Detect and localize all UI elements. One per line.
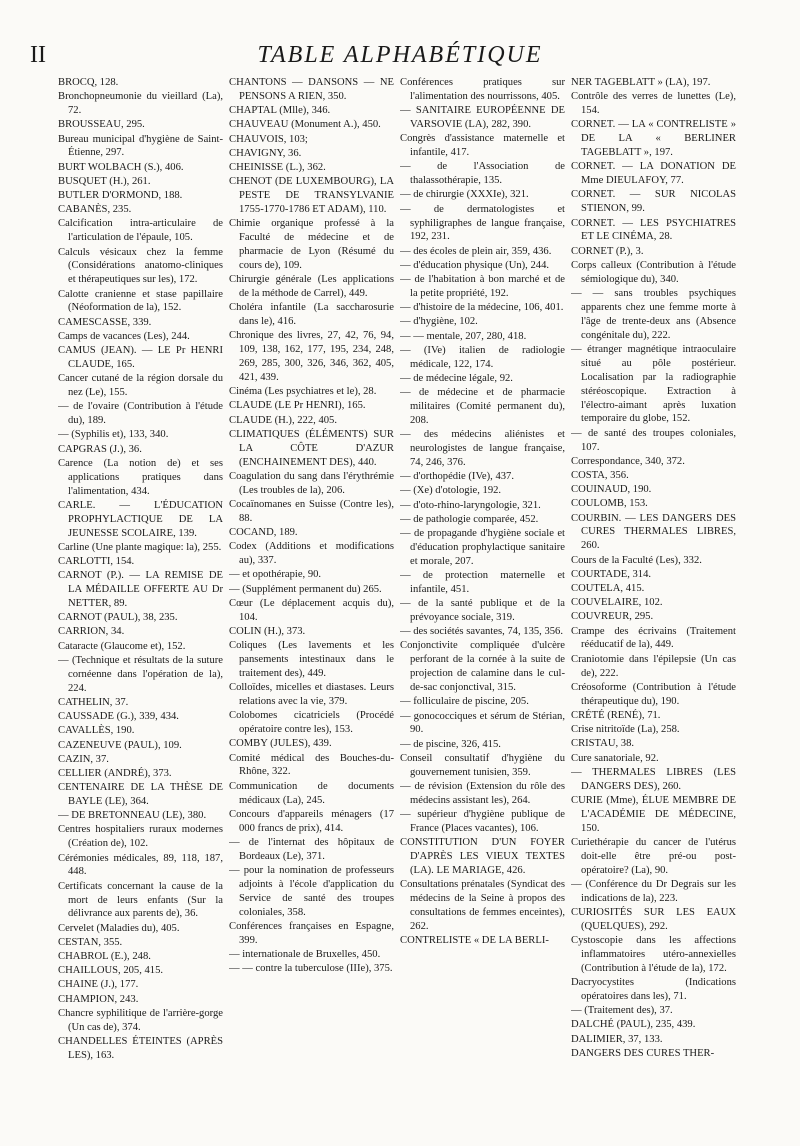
index-entry: DALCHÉ (PAUL), 235, 439.	[571, 1019, 696, 1031]
index-entry: CRISTAU, 38.	[571, 738, 635, 750]
index-entry: BUSQUET (H.), 261.	[58, 175, 151, 187]
index-entry: — de propagande d'hygiène sociale et d'éducation prophylactique sanitaire et morale, 207.	[400, 527, 565, 567]
index-entry: Cervelet (Maladies du), 405.	[58, 922, 180, 934]
index-entry: CURIE (Mme), ÉLUE MEMBRE DE L'ACADÉMIE DE MÉDECINE, 150.	[571, 794, 736, 834]
index-entry: CLAUDE (LE Pr HENRI), 165.	[229, 400, 366, 412]
index-entry: CELLIER (ANDRÉ), 373.	[58, 767, 172, 779]
index-entry: Cinéma (Les psychiatres et le), 28.	[229, 386, 377, 398]
index-entry: COUINAUD, 190.	[571, 484, 652, 496]
index-entry: COLIN (H.), 373.	[229, 625, 306, 637]
index-entry: — de l'ovaire (Contribution à l'étude du), 189.	[58, 401, 223, 427]
index-entry: CHENOT (DE LUXEMBOURG), LA PESTE DE TRANSYLVANIE 1755-1770-1786 ET ADAM), 110.	[229, 176, 394, 215]
index-entry: — de protection maternelle et infantile, 451.	[400, 569, 565, 595]
index-entry: COMBY (JULES), 439.	[229, 738, 332, 750]
index-entry: CAUSSADE (G.), 339, 434.	[58, 711, 179, 723]
index-entry: Colobomes cicatriciels (Procédé opératoire contre les), 153.	[229, 710, 394, 736]
index-entry: COUVELAIRE, 102.	[571, 597, 663, 609]
index-entry: CHAILLOUS, 205, 415.	[58, 965, 164, 977]
index-entry: — (Technique et résultats de la suture cornéenne dans l'opération de la), 224.	[58, 654, 223, 694]
index-entry: CAMUS (JEAN). — LE Pr HENRI CLAUDE, 165.	[58, 345, 223, 370]
index-entry: Conférences françaises en Espagne, 399.	[229, 920, 394, 946]
index-entry: CHANTONS — DANSONS — NE PENSONS A RIEN, 350.	[229, 77, 394, 102]
index-entry: CHAINE (J.), 177.	[58, 979, 139, 991]
index-entry: Crise nitritoïde (La), 258.	[571, 724, 680, 736]
index-entry: — d'hygiène, 102.	[400, 316, 478, 328]
index-entry: Congrès d'assistance maternelle et infantile, 417.	[400, 133, 565, 159]
index-entry: Cataracte (Glaucome et), 152.	[58, 640, 186, 652]
index-entry: CHAMPION, 243.	[58, 993, 139, 1005]
index-columns	[58, 76, 736, 1132]
index-entry: Cérémonies médicales, 89, 118, 187, 448.	[58, 852, 223, 878]
index-column-1	[58, 76, 223, 1132]
index-entry: CARNOT (PAUL), 38, 235.	[58, 612, 178, 624]
index-entry: Cure sanatoriale, 92.	[571, 752, 659, 764]
index-entry: Coagulation du sang dans l'érythrémie (Les troubles de la), 206.	[229, 470, 394, 496]
index-entry: — supérieur d'hygiène publique de France (Places vacantes), 106.	[400, 809, 565, 834]
index-entry: CAPGRAS (J.), 36.	[58, 443, 142, 455]
index-entry: — de l'internat des hôpitaux de Bordeaux (Le), 371.	[229, 836, 394, 862]
index-entry: — THERMALES LIBRES (LES DANGERS DES), 260.	[571, 766, 736, 792]
index-entry: — de dermatologistes et syphiligraphes de langue française, 192, 231.	[400, 203, 565, 243]
index-entry: Cours de la Faculté (Les), 332.	[571, 554, 702, 566]
index-entry: Colloïdes, micelles et diastases. Leurs relations avec la vie, 379.	[229, 682, 394, 707]
index-entry: CLAUDE (H.), 222, 405.	[229, 414, 337, 426]
index-entry: Chronique des livres, 27, 42, 76, 94, 109, 138, 162, 177, 195, 234, 248, 269, 285, 300, 326, 346, 362, 405, 421, 439.	[229, 330, 394, 383]
page-title: TABLE ALPHABÉTIQUE	[257, 42, 543, 68]
index-entry: CARLOTTI, 154.	[58, 556, 135, 568]
index-entry: Comité médical des Bouches-du-Rhône, 322.	[229, 752, 394, 778]
index-entry: CATHELIN, 37.	[58, 696, 129, 708]
index-entry: BROUSSEAU, 295.	[58, 119, 145, 131]
index-entry: BROCQ, 128.	[58, 77, 119, 88]
index-entry: CHEINISSE (L.), 362.	[229, 161, 326, 173]
index-entry: COUVREUR, 295.	[571, 611, 654, 623]
index-entry: — des écoles de plein air, 359, 436.	[400, 245, 552, 257]
index-entry: Conjonctivite compliquée d'ulcère perforant de la cornée à la suite de projection de calamine dans le cul-de-sac conjonctival, 315.	[400, 640, 565, 694]
index-entry: COURBIN. — LES DANGERS DES CURES THERMALES LIBRES, 260.	[571, 512, 736, 552]
index-entry: Correspondance, 340, 372.	[571, 455, 685, 467]
index-column-3	[400, 76, 565, 1132]
index-entry: — de médecine légale, 92.	[400, 372, 513, 384]
index-entry: CAMESCASSE, 339.	[58, 316, 152, 328]
index-entry: — d'histoire de la médecine, 106, 401.	[400, 302, 564, 314]
page-number: II	[30, 42, 46, 68]
index-entry: — et opothérapie, 90.	[229, 569, 322, 581]
index-entry: CONSTITUTION D'UN FOYER D'APRÈS LES VIEUX TEXTES (LA). LE MARIAGE, 426.	[400, 837, 565, 876]
index-column-2	[229, 76, 394, 1132]
index-entry: — de l'Association de thalassothérapie, 135.	[400, 161, 565, 187]
index-entry: Coliques (Les lavements et les pansements intestinaux dans le traitement des), 449.	[229, 640, 394, 679]
index-entry: — d'éducation physique (Un), 244.	[400, 259, 550, 271]
index-entry: DANGERS DES CURES THER-	[571, 1047, 715, 1059]
index-entry: — pour la nomination de professeurs adjoints à l'école d'application du Service de santé des troupes coloniales, 358.	[229, 864, 394, 918]
index-entry: — gonococciques et sérum de Stérian, 90.	[400, 710, 565, 736]
index-entry: CRÉTÉ (RENÉ), 71.	[571, 709, 661, 721]
index-entry: — d'oto-rhino-laryngologie, 321.	[400, 499, 541, 511]
index-entry: Chirurgie générale (Les applications de la méthode de Carrel), 449.	[229, 274, 394, 299]
index-entry: BUTLER D'ORMOND, 188.	[58, 190, 183, 202]
index-entry: CAVALLÈS, 190.	[58, 725, 135, 737]
index-entry: CORNET. — LA DONATION DE Mme DIEULAFOY, 77.	[571, 161, 736, 187]
index-entry: — des médecins aliénistes et neurologistes de langue française, 74, 246, 376.	[400, 429, 565, 468]
index-entry: Camps de vacances (Les), 244.	[58, 330, 190, 342]
index-entry: COULOMB, 153.	[571, 498, 648, 510]
index-entry: CONTRELISTE « DE LA BERLI-	[400, 935, 549, 947]
index-entry: CESTAN, 355.	[58, 936, 123, 948]
index-entry: Crampe des écrivains (Traitement rééducatif de la), 449.	[571, 625, 736, 651]
index-entry: Créosoforme (Contribution à l'étude thérapeutique du), 190.	[571, 681, 736, 707]
index-entry: CHAPTAL (Mlle), 346.	[229, 105, 331, 117]
index-entry: — de l'habitation à bon marché et de la petite propriété, 192.	[400, 274, 565, 299]
index-entry: — de piscine, 326, 415.	[400, 738, 501, 750]
index-entry: Communication de documents médicaux (La), 245.	[229, 780, 394, 806]
index-entry: CLIMATIQUES (ÉLÉMENTS) SUR LA CÔTE D'AZUR (ENCHAINEMENT DES), 440.	[229, 428, 394, 468]
index-entry: — folliculaire de piscine, 205.	[400, 696, 529, 708]
index-entry: Contrôle des verres de lunettes (Le), 154.	[571, 91, 736, 117]
index-entry: Concours d'appareils ménagers (17 000 francs de prix), 414.	[229, 808, 394, 834]
index-entry: Calcification intra-articulaire de l'articulation de l'épaule, 105.	[58, 218, 223, 244]
index-entry: — (Xe) d'otologie, 192.	[400, 485, 502, 497]
index-entry: CHAVIGNY, 36.	[229, 147, 302, 159]
index-entry: Craniotomie dans l'épilepsie (Un cas de), 222.	[571, 653, 736, 679]
index-entry: CHAUVOIS, 103;	[229, 133, 308, 145]
index-entry: Corps calleux (Contribution à l'étude sémiologique du), 340.	[571, 259, 736, 285]
index-entry: — (Syphilis et), 133, 340.	[58, 429, 169, 441]
index-entry: Dacryocystites (Indications opératoires dans les), 71.	[571, 977, 736, 1002]
page-header	[30, 40, 770, 70]
index-entry: COSTA, 356.	[571, 469, 629, 481]
index-entry: CHAUVEAU (Monument A.), 450.	[229, 119, 381, 131]
index-entry: Centres hospitaliers ruraux modernes (Création de), 102.	[58, 824, 223, 850]
index-entry: Conférences pratiques sur l'alimentation des nourrissons, 405.	[400, 77, 565, 102]
index-entry: CORNET (P.), 3.	[571, 245, 644, 257]
index-entry: Certificats concernant la cause de la mort de leurs enfants (Sur la délivrance aux parents de), 36.	[58, 880, 223, 920]
index-entry: Calotte cranienne et stase papillaire (Néoformation de la), 152.	[58, 288, 223, 314]
index-column-4	[571, 76, 736, 1132]
index-entry: CURIOSITÉS SUR LES EAUX (QUELQUES), 292.	[571, 906, 736, 932]
index-entry: Carline (Une plante magique: la), 255.	[58, 541, 222, 553]
index-entry: Cocaïnomanes en Suisse (Contre les), 88.	[229, 498, 394, 524]
index-entry: — de pathologie comparée, 452.	[400, 513, 539, 525]
index-entry: — (Traitement des), 37.	[571, 1005, 673, 1017]
index-entry: — d'orthopédie (IVe), 437.	[400, 471, 514, 483]
index-entry: — DE BRETONNEAU (LE), 380.	[58, 810, 207, 822]
index-entry: — (Conférence du Dr Degrais sur les indications de la), 223.	[571, 878, 736, 904]
index-entry: CARRION, 34.	[58, 626, 125, 638]
index-entry: CORNET. — LES PSYCHIATRES ET LE CINÉMA, 28.	[571, 217, 736, 243]
index-entry: CENTENAIRE DE LA THÈSE DE BAYLE (LE), 364.	[58, 782, 223, 808]
index-entry: CABANÈS, 235.	[58, 204, 132, 216]
index-entry: Consultations prénatales (Syndicat des médecins de la Seine à propos des consultations de femmes enceintes), 262.	[400, 879, 565, 932]
index-entry: — de santé des troupes coloniales, 107.	[571, 427, 736, 453]
index-entry: DALIMIER, 37, 133.	[571, 1033, 663, 1045]
index-entry: — de médecine et de pharmacie militaires (Comité permanent du), 208.	[400, 387, 565, 426]
index-entry: Bureau municipal d'hygiène de Saint-Étienne, 297.	[58, 133, 223, 159]
index-entry: COCAND, 189.	[229, 527, 298, 539]
index-entry: NER TAGEBLATT » (LA), 197.	[571, 77, 711, 88]
index-entry: — — sans troubles psychiques apparents chez une femme morte à l'âge de trente-deux ans (Absence congénitale du), 222.	[571, 287, 736, 341]
index-entry: COUTELA, 415.	[571, 582, 645, 594]
index-entry: Conseil consultatif d'hygiène du gouvernement tunisien, 359.	[400, 752, 565, 778]
index-entry: Curiethérapie du cancer de l'utérus doit-elle être pré-ou post-opératoire? (La), 90.	[571, 836, 736, 876]
index-entry: — de révision (Extension du rôle des médecins assistant les), 264.	[400, 780, 565, 806]
index-entry: CARLE. — L'ÉDUCATION PROPHYLACTIQUE DE LA JEUNESSE SCOLAIRE, 139.	[58, 499, 223, 539]
index-entry: CORNET. — LA « CONTRELISTE » DE LA « BERLINER TAGEBLATT », 197.	[571, 119, 736, 159]
index-entry: — des sociétés savantes, 74, 135, 356.	[400, 626, 563, 638]
index-entry: — SANITAIRE EUROPÉENNE DE VARSOVIE (LA), 282, 390.	[400, 105, 565, 131]
index-entry: Carence (La notion de) et ses applications pratiques dans l'alimentation, 434.	[58, 457, 223, 497]
index-entry: Cœur (Le déplacement acquis du), 104.	[229, 597, 394, 623]
index-entry: — — mentale, 207, 280, 418.	[400, 330, 527, 342]
index-entry: Chimie organique professé à la Faculté de médecine et de pharmacie de Lyon (Résumé du cours de), 109.	[229, 218, 394, 271]
index-entry: CARNOT (P.). — LA REMISE DE LA MÉDAILLE OFFERTE AU Dr NETTER, 89.	[58, 570, 223, 610]
index-entry: CAZENEUVE (PAUL), 109.	[58, 739, 182, 751]
index-entry: — — contre la tuberculose (IIIe), 375.	[229, 963, 393, 975]
index-entry: — étranger magnétique intraoculaire situé au pôle postérieur. Localisation par la radiographie stéréoscopique. Extraction à l'électro-aimant après luxation temporaire du globe, 152.	[571, 343, 736, 425]
index-entry: Codex (Additions et modifications au), 337.	[229, 541, 394, 567]
index-entry: — (Supplément permanent du) 265.	[229, 583, 382, 595]
index-entry: CAZIN, 37.	[58, 753, 109, 765]
index-entry: Chancre syphilitique de l'arrière-gorge (Un cas de), 374.	[58, 1007, 223, 1033]
index-entry: — (IVe) italien de radiologie médicale, 122, 174.	[400, 344, 565, 370]
index-entry: Cystoscopie dans les affections inflammatoires utéro-annexielles (Contribution à l'étude de la), 172.	[571, 935, 736, 974]
index-entry: — de chirurgie (XXXIe), 321.	[400, 189, 529, 201]
index-entry: CHABROL (E.), 248.	[58, 951, 151, 963]
index-entry: Bronchopneumonie du vieillard (La), 72.	[58, 91, 223, 117]
index-entry: CORNET. — SUR NICOLAS STIENON, 99.	[571, 189, 736, 215]
index-entry: Cancer cutané de la région dorsale du nez (Le), 155.	[58, 373, 223, 399]
index-entry: CHANDELLES ÉTEINTES (APRÈS LES), 163.	[58, 1035, 223, 1061]
index-entry: Choléra infantile (La saccharosurie dans le), 416.	[229, 302, 394, 328]
index-entry: — de la santé publique et de la prévoyance sociale, 319.	[400, 598, 565, 623]
index-entry: COURTADE, 314.	[571, 568, 652, 580]
index-entry: — internationale de Bruxelles, 450.	[229, 948, 381, 960]
index-entry: BURT WOLBACH (S.), 406.	[58, 161, 184, 173]
index-entry: Calculs vésicaux chez la femme (Considérations anatomo-cliniques et thérapeutiques sur les), 172.	[58, 246, 223, 286]
